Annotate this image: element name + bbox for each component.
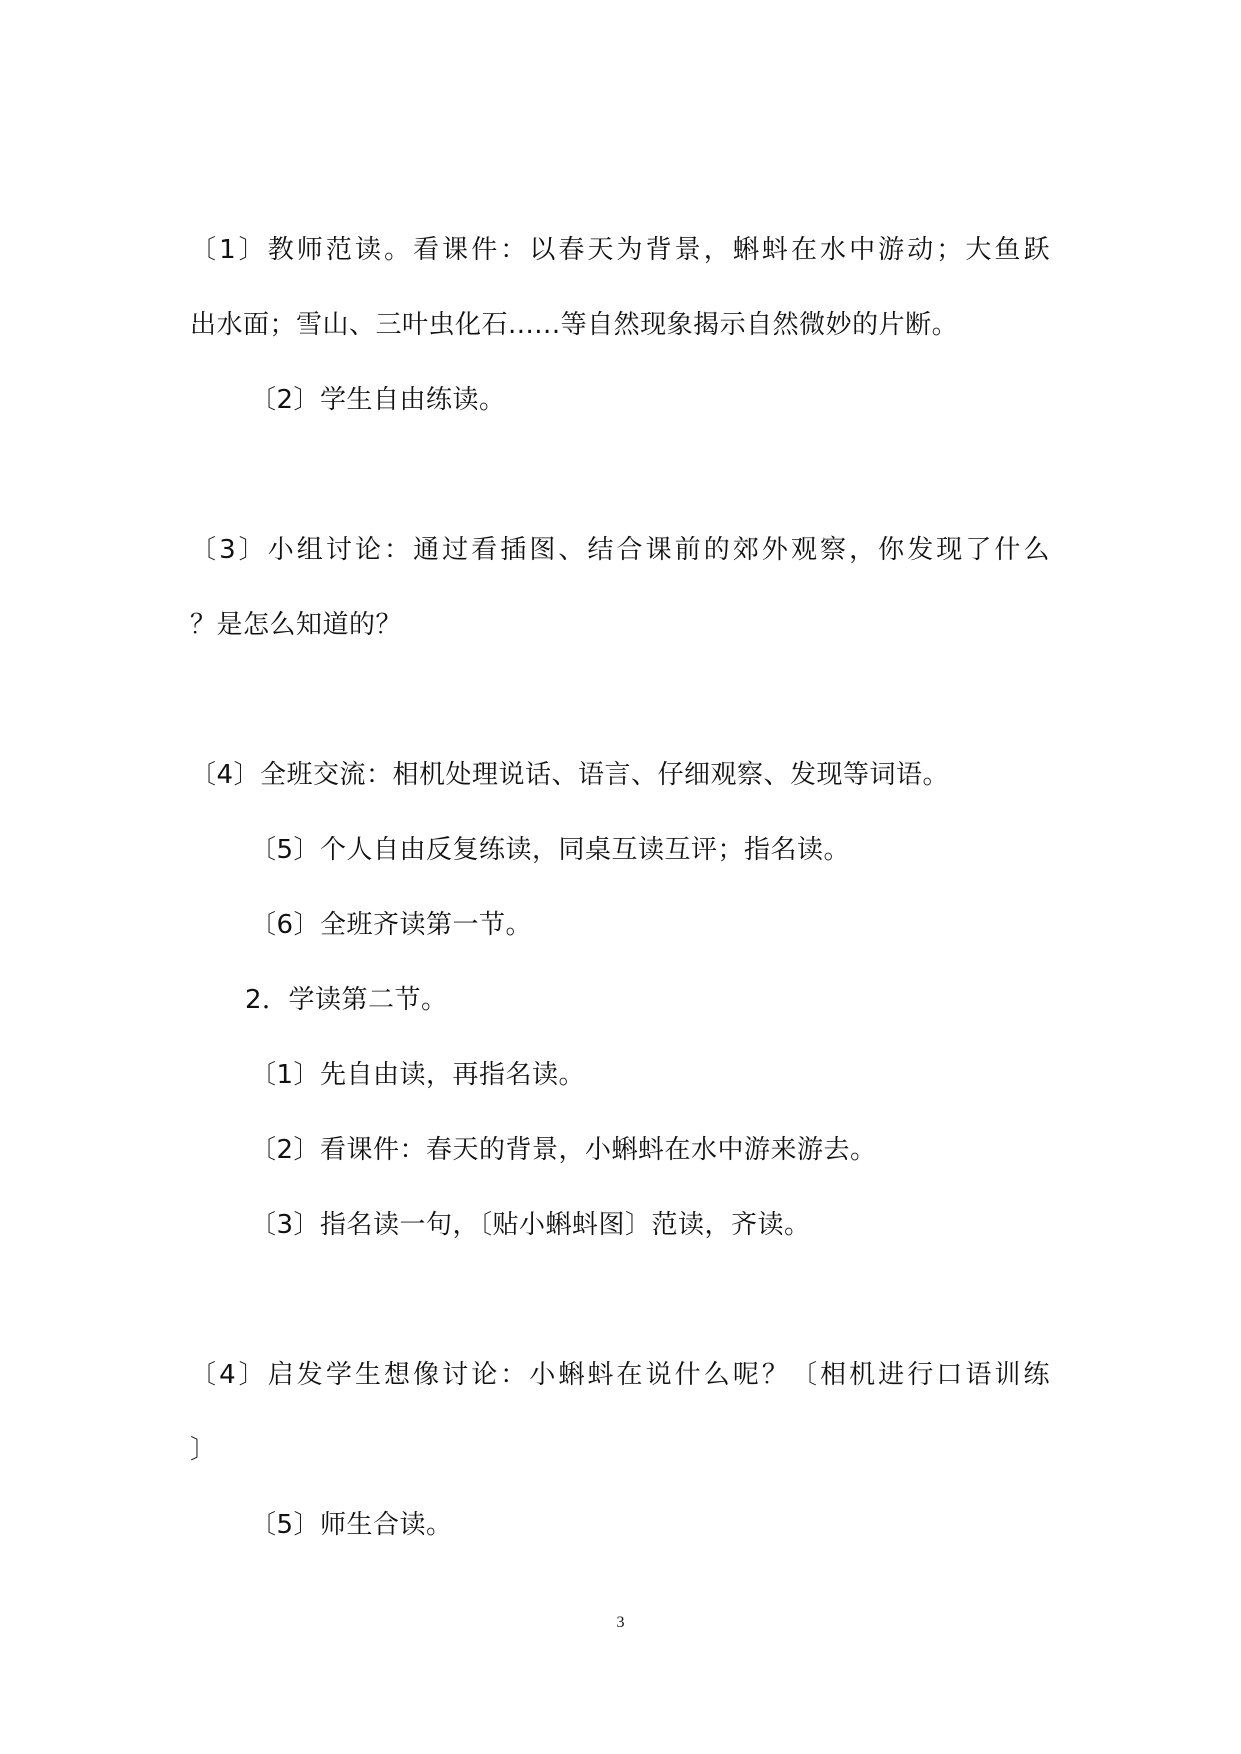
paragraph-2: 〔2〕学生自由练读。 <box>250 385 506 415</box>
paragraph-1-line-1: 〔1〕教师范读。看课件：以春天为背景，蝌蚪在水中游动；大鱼跃 <box>190 235 1050 265</box>
paragraph-8: 〔2〕看课件：春天的背景，小蝌蚪在水中游来游去。 <box>250 1135 877 1165</box>
paragraph-10-line-1: 〔4〕启发学生想像讨论：小蝌蚪在说什么呢？〔相机进行口语训练 <box>190 1360 1050 1390</box>
paragraph-3-line-1: 〔3〕小组讨论：通过看插图、结合课前的郊外观察，你发现了什么 <box>190 535 1050 565</box>
paragraph-4: 〔4〕全班交流：相机处理说话、语言、仔细观察、发现等词语。 <box>190 760 950 790</box>
section-heading: 2．学读第二节。 <box>245 985 448 1015</box>
paragraph-10-line-2: 〕 <box>190 1435 217 1465</box>
paragraph-11: 〔5〕师生合读。 <box>250 1510 453 1540</box>
paragraph-3-line-2: ？是怎么知道的？ <box>190 610 403 640</box>
paragraph-9: 〔3〕指名读一句，〔贴小蝌蚪图〕范读，齐读。 <box>250 1210 811 1240</box>
page-number: 3 <box>616 1614 625 1631</box>
paragraph-1-line-2: 出水面；雪山、三叶虫化石......等自然现象揭示自然微妙的片断。 <box>190 310 959 340</box>
paragraph-5: 〔5〕个人自由反复练读，同桌互读互评；指名读。 <box>250 835 851 865</box>
paragraph-7: 〔1〕先自由读，再指名读。 <box>250 1060 586 1090</box>
paragraph-6: 〔6〕全班齐读第一节。 <box>250 910 533 940</box>
